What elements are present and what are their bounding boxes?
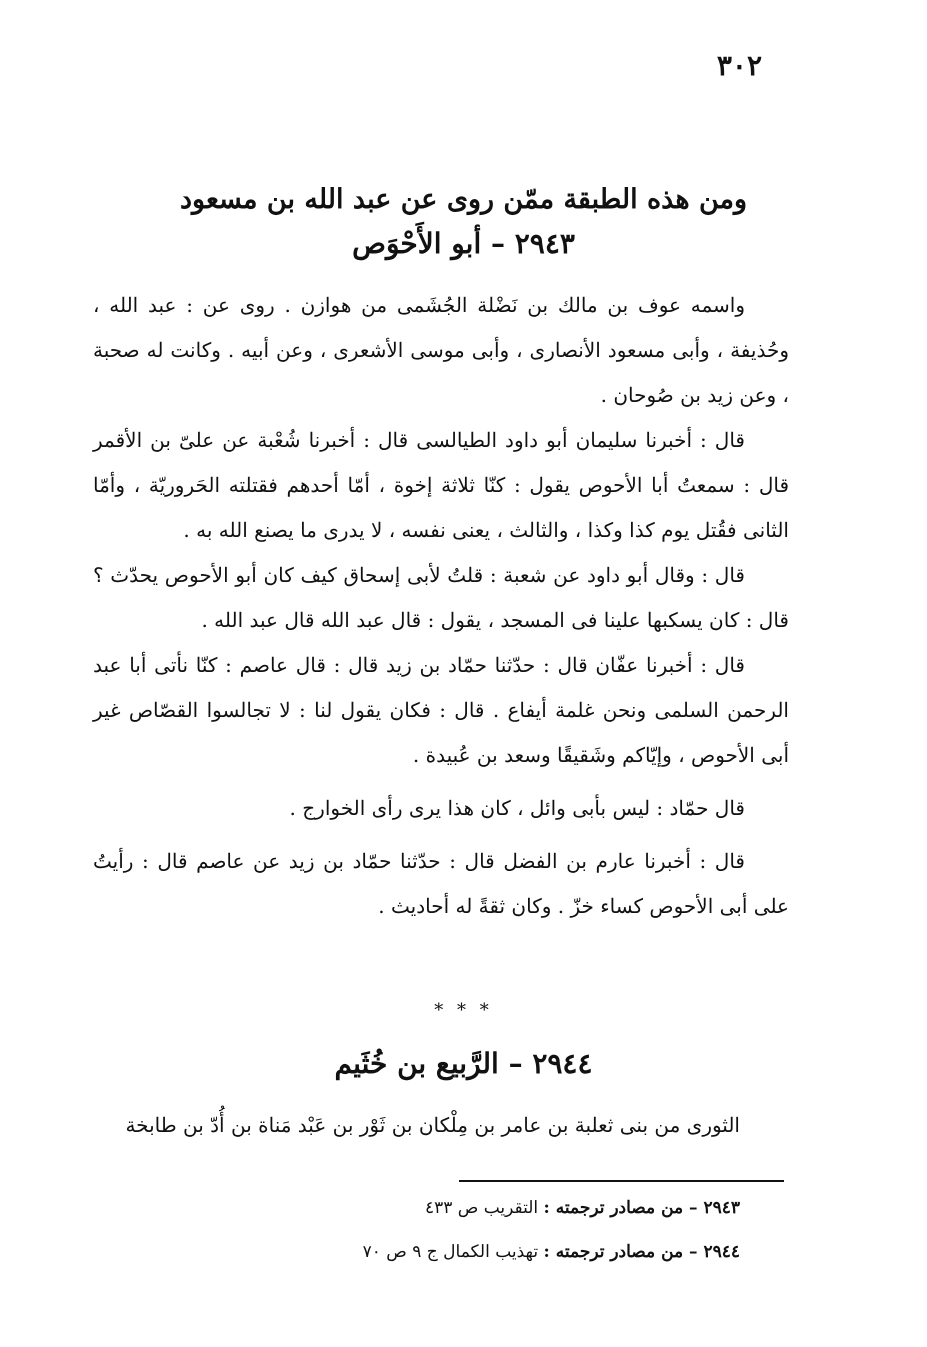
paragraph: قال : أخبرنا عارم بن الفضل قال : حدّثنا حمّاد بن زيد عن عاصم قال : رأيتُ على أبى الأحوص كساء خزّ . وكان ثقةً له أحاديث . bbox=[93, 849, 789, 918]
footnotes bbox=[200, 1186, 740, 1274]
footnote bbox=[200, 1230, 740, 1274]
footnote-label: ٢٩٤٤ – من مصادر ترجمته : bbox=[543, 1242, 740, 1262]
entry-body-2943 bbox=[93, 283, 789, 929]
section-heading: ومن هذه الطبقة ممّن روى عن عبد الله بن مسعود bbox=[179, 184, 748, 215]
footnote-text: تهذيب الكمال ج ٩ ص ٧٠ bbox=[362, 1242, 539, 1262]
paragraph: واسمه عوف بن مالك بن نَضْلة الجُشَمى من هوازن . روى عن : عبد الله ، وحُذيفة ، وأبى مسعود الأنصارى ، وأبى موسى الأشعرى ، وعن أبيه . وكانت له صحبة ، وعن زيد بن صُوحان . bbox=[93, 293, 789, 407]
paragraph: قال : أخبرنا عفّان قال : حدّثنا حمّاد بن زيد قال : قال عاصم : كنّا نأتى أبا عبد الرحمن السلمى ونحن غلمة أيفاع . قال : فكان يقول لنا : لا تجالسوا القصّاص غير أبى الأحوص ، وإيّاكم وشَقيقًا وسعد بن عُبيدة . bbox=[93, 653, 789, 767]
footnote-label: ٢٩٤٣ – من مصادر ترجمته : bbox=[543, 1198, 740, 1218]
page-number: ٣٠٢ bbox=[716, 49, 762, 82]
paragraph: قال : وقال أبو داود عن شعبة : قلتُ لأبى إسحاق كيف كان أبو الأحوص يحدّث ؟ قال : كان يسكبها علينا فى المسجد ، يقول : قال عبد الله قال عبد الله . bbox=[93, 563, 789, 632]
entry-heading-2943: ٢٩٤٣ – أبو الأَحْوَص bbox=[352, 227, 575, 260]
footnote bbox=[200, 1186, 740, 1230]
footnote-divider bbox=[459, 1180, 784, 1182]
footnote-text: التقريب ص ٤٣٣ bbox=[424, 1198, 539, 1218]
section-separator: * * * bbox=[434, 1000, 493, 1021]
paragraph: قال حمّاد : ليس بأبى وائل ، كان هذا يرى رأى الخوارج . bbox=[289, 796, 745, 820]
entry-heading-2944: ٢٩٤٤ – الرَّبيع بن خُثَيم bbox=[334, 1047, 593, 1080]
entry-intro-2944: الثورى من بنى ثعلبة بن عامر بن مِلْكان بن ثَوْر بن عَبْد مَناة بن أُدّ بن طابخة bbox=[125, 1113, 740, 1137]
paragraph: قال : أخبرنا سليمان أبو داود الطيالسى قال : أخبرنا شُعْبة عن علىّ بن الأقمر قال : سمعتُ أبا الأحوص يقول : كنّا ثلاثة إخوة ، أمّا أحدهم فقتلته الحَروريّة ، وأمّا الثانى فقُتل يوم كذا وكذا ، والثالث ، يعنى نفسه ، لا يدرى ما يصنع الله به . bbox=[93, 428, 789, 542]
